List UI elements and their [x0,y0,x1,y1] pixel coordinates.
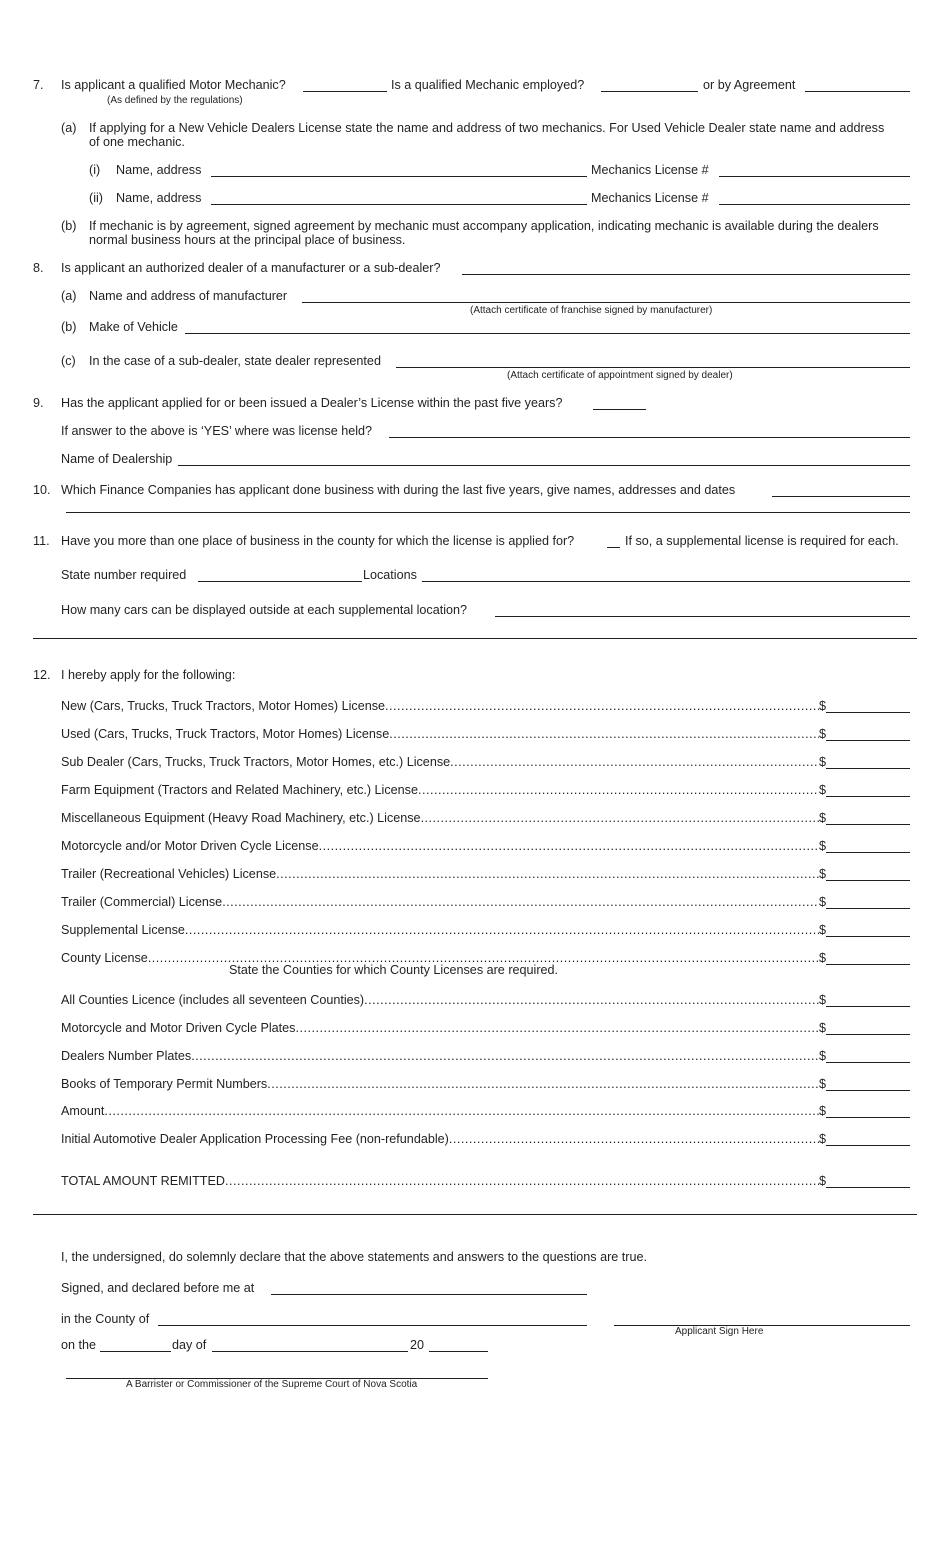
q7-note: (As defined by the regulations) [107,95,243,106]
q7-question-agreement: or by Agreement [703,78,796,92]
q11-question-b: If so, a supplemental license is required for each. [625,534,899,548]
fee-row [61,697,910,713]
fee-row [61,1172,910,1188]
q8-c-text: In the case of a sub-dealer, state dealer represented [89,354,381,368]
q9-where-field[interactable] [389,437,910,438]
dot-leader [185,923,819,937]
dot-leader [418,783,819,797]
dollar-sign: $ [818,699,826,713]
dollar-sign: $ [818,727,826,741]
county-license-note: State the Counties for which County Licenses are required. [229,963,559,977]
dot-leader [364,993,819,1007]
q7-i-license-field[interactable] [719,176,910,177]
fee-row [61,1130,910,1146]
fee-amount-field[interactable] [826,951,910,965]
q7-a-text-line1: If applying for a New Vehicle Dealers License state the name and address of two mechanics. For Used Vehicle Dealer state name and address [89,121,885,135]
county-field[interactable] [158,1325,587,1326]
fee-label: TOTAL AMOUNT REMITTED [61,1174,225,1188]
fee-amount-field[interactable] [826,727,910,741]
fee-label: Dealers Number Plates [61,1049,192,1063]
fee-amount-field[interactable] [826,1104,910,1118]
dot-leader [222,895,819,909]
month-field[interactable] [212,1351,408,1352]
q7-question-mechanic: Is applicant a qualified Motor Mechanic? [61,78,286,92]
q7-agreement-field[interactable] [805,91,910,92]
county-label: in the County of [61,1312,150,1326]
fee-row [61,1019,910,1035]
day-of-label: day of [172,1338,207,1352]
q7-i-name-address-label: Name, address [116,163,202,177]
dot-leader [449,1132,819,1146]
fee-amount-field[interactable] [826,993,910,1007]
q7-b-text-line1: If mechanic is by agreement, signed agreement by mechanic must accompany application, indicating mechanic is available during the dealers [89,219,879,233]
q12-number: 12. [33,668,51,682]
dot-leader [295,1021,819,1035]
dot-leader [225,1174,819,1188]
q8-dealer-represented-field[interactable] [396,367,910,368]
q8-a-label: (a) [61,289,77,303]
year-prefix-label: 20 [410,1338,425,1352]
q7-i-license-label: Mechanics License # [591,163,709,177]
fee-amount-field[interactable] [826,755,910,769]
signed-at-label: Signed, and declared before me at [61,1281,255,1295]
dollar-sign: $ [818,1021,826,1035]
q8-number: 8. [33,261,44,275]
dollar-sign: $ [818,755,826,769]
q8-a-note: (Attach certificate of franchise signed by manufacturer) [470,305,713,316]
fee-row [61,1047,910,1063]
fee-amount-field[interactable] [826,811,910,825]
q11-question-a: Have you more than one place of business in the county for which the license is applied for? [61,534,575,548]
q9-number: 9. [33,396,44,410]
fee-label: Initial Automotive Dealer Application Processing Fee (non-refundable) [61,1132,449,1146]
q10-field-line2[interactable] [66,512,910,513]
q7-b-label: (b) [61,219,77,233]
dollar-sign: $ [818,839,826,853]
q7-ii-license-label: Mechanics License # [591,191,709,205]
section-divider-2 [33,1214,917,1215]
fee-row [61,893,910,909]
fee-amount-field[interactable] [826,867,910,881]
fee-label: Miscellaneous Equipment (Heavy Road Machinery, etc.) License [61,811,421,825]
q9-dealership-field[interactable] [178,465,910,466]
dollar-sign: $ [818,1132,826,1146]
q11-cars-field[interactable] [495,616,910,617]
q7-ii-label: (ii) [89,191,103,205]
fee-amount-field[interactable] [826,1132,910,1146]
section-divider-1 [33,638,917,639]
on-the-label: on the [61,1338,97,1352]
q7-ii-license-field[interactable] [719,204,910,205]
fee-row [61,837,910,853]
q10-question: Which Finance Companies has applicant done business with during the last five years, give names, addresses and dates [61,483,736,497]
dollar-sign: $ [818,783,826,797]
q11-number: 11. [33,534,50,548]
fee-row [61,921,910,937]
q11-answer-field[interactable] [607,547,620,548]
fee-row [61,991,910,1007]
q7-b-text-line2: normal business hours at the principal place of business. [89,233,406,247]
day-field[interactable] [100,1351,171,1352]
fee-amount-field[interactable] [826,839,910,853]
q8-a-text: Name and address of manufacturer [89,289,288,303]
q11-locations-label: Locations [363,568,417,582]
dot-leader [319,839,819,853]
dollar-sign: $ [818,1174,826,1188]
q8-b-text: Make of Vehicle [89,320,178,334]
q7-mechanic-field[interactable] [303,91,387,92]
fee-label: Trailer (Recreational Vehicles) License [61,867,277,881]
q8-b-label: (b) [61,320,77,334]
dot-leader [389,727,819,741]
applicant-sign-label: Applicant Sign Here [675,1326,764,1337]
fee-amount-field[interactable] [826,699,910,713]
q10-field-line1[interactable] [772,496,910,497]
q11-state-number-field[interactable] [198,581,362,582]
dollar-sign: $ [818,1077,826,1091]
dot-leader [267,1077,819,1091]
q9-dealership-label: Name of Dealership [61,452,173,466]
fee-label: County License [61,951,148,965]
q12-intro: I hereby apply for the following: [61,668,236,682]
fee-label: Trailer (Commercial) License [61,895,223,909]
fee-row [61,865,910,881]
fee-row [61,1075,910,1091]
fee-amount-field[interactable] [826,923,910,937]
dot-leader [450,755,819,769]
q10-number: 10. [33,483,51,497]
q7-employed-field[interactable] [601,91,698,92]
dollar-sign: $ [818,993,826,1007]
fee-label: Books of Temporary Permit Numbers [61,1077,268,1091]
declaration-text: I, the undersigned, do solemnly declare that the above statements and answers to the questions are true. [61,1250,647,1264]
q8-c-note: (Attach certificate of appointment signed by dealer) [507,370,733,381]
dollar-sign: $ [818,951,826,965]
q11-cars-label: How many cars can be displayed outside at each supplemental location? [61,603,468,617]
dot-leader [276,867,819,881]
fee-label: Supplemental License [61,923,185,937]
dollar-sign: $ [818,1104,826,1118]
fee-label: New (Cars, Trucks, Truck Tractors, Motor Homes) License [61,699,386,713]
q8-c-label: (c) [61,354,76,368]
fee-label: All Counties Licence (includes all seventeen Counties) [61,993,365,1007]
dollar-sign: $ [818,895,826,909]
barrister-label: A Barrister or Commissioner of the Supreme Court of Nova Scotia [126,1379,418,1390]
fee-label: Farm Equipment (Tractors and Related Machinery, etc.) License [61,783,418,797]
fee-row [61,1102,910,1118]
q8-make-field[interactable] [185,333,910,334]
fee-label: Motorcycle and Motor Driven Cycle Plates [61,1021,296,1035]
q11-locations-field[interactable] [422,581,910,582]
signed-at-field[interactable] [271,1294,587,1295]
fee-label: Amount [61,1104,105,1118]
q7-number: 7. [33,78,44,92]
fee-row [61,753,910,769]
fee-row [61,781,910,797]
fee-row [61,809,910,825]
fee-label: Used (Cars, Trucks, Truck Tractors, Motor Homes) License [61,727,390,741]
fee-amount-field[interactable] [826,1049,910,1063]
q8-dealer-field[interactable] [462,274,910,275]
fee-amount-field[interactable] [826,1021,910,1035]
q7-a-text-line2: of one mechanic. [89,135,185,149]
fee-amount-field[interactable] [826,1077,910,1091]
dot-leader [421,811,819,825]
dollar-sign: $ [818,811,826,825]
q8-manufacturer-field[interactable] [302,302,910,303]
fee-label: Sub Dealer (Cars, Trucks, Truck Tractors, Motor Homes, etc.) License [61,755,451,769]
fee-amount-field[interactable] [826,1174,910,1188]
q7-ii-name-address-label: Name, address [116,191,202,205]
dot-leader [385,699,819,713]
fee-amount-field[interactable] [826,783,910,797]
dollar-sign: $ [818,867,826,881]
fee-label: Motorcycle and/or Motor Driven Cycle License [61,839,319,853]
q9-question: Has the applicant applied for or been issued a Dealer’s License within the past five years? [61,396,563,410]
dollar-sign: $ [818,1049,826,1063]
q7-i-name-address-field[interactable] [211,176,587,177]
dot-leader [104,1104,819,1118]
q7-a-label: (a) [61,121,77,135]
q8-question: Is applicant an authorized dealer of a manufacturer or a sub-dealer? [61,261,441,275]
year-field[interactable] [429,1351,488,1352]
q9-where-label: If answer to the above is ‘YES’ where was license held? [61,424,373,438]
fee-row [61,725,910,741]
q7-question-employed: Is a qualified Mechanic employed? [391,78,585,92]
q7-ii-name-address-field[interactable] [211,204,587,205]
dollar-sign: $ [818,923,826,937]
q7-i-label: (i) [89,163,101,177]
dot-leader [191,1049,819,1063]
fee-amount-field[interactable] [826,895,910,909]
q9-answer-field[interactable] [593,409,646,410]
q11-state-number-label: State number required [61,568,187,582]
